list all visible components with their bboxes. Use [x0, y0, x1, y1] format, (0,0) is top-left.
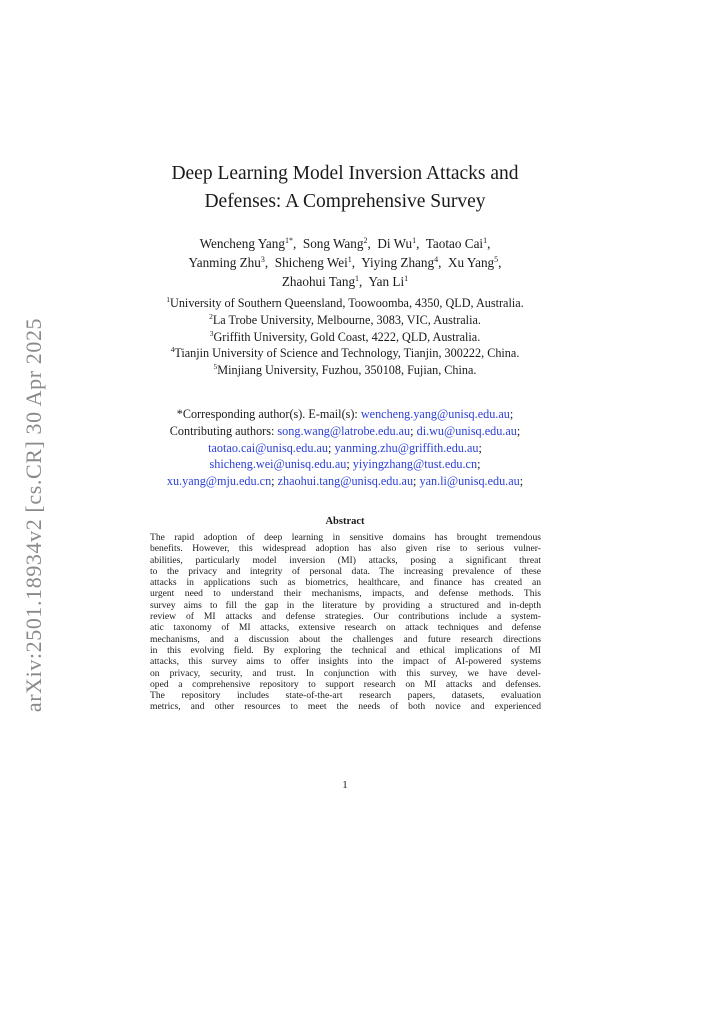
- abstract-line: urgent need to understand their mechanisms, impacts, and defense methods. This: [150, 588, 541, 600]
- arxiv-identifier-text: arXiv:2501.18934v2 [cs.CR] 30 Apr 2025: [21, 317, 46, 712]
- abstract-line: atic taxonomy of MI attacks, extensive research on attack techniques and defense: [150, 622, 541, 634]
- arxiv-identifier-watermark: [14, 318, 54, 711]
- corresponding-line: *Corresponding author(s). E-mail(s): wencheng.yang@unisq.edu.au;: [176, 407, 514, 421]
- abstract-line: in this evolving field. By exploring the technical and ethical implications of MI: [150, 644, 541, 656]
- author: Shicheng Wei$^1$: [274, 255, 352, 270]
- abstract-line: mechanisms, and a discussion about the challenges and future research directions: [150, 633, 541, 645]
- affiliation: $^1$University of Southern Queensland, Toowoomba, 4350, QLD, Australia.: [166, 295, 524, 310]
- correspondence-block: [90, 406, 600, 490]
- abstract-heading: Abstract: [325, 516, 365, 527]
- author: Yanming Zhu$^3$: [188, 255, 265, 270]
- corresponding-label: *Corresponding author(s). E-mail(s):: [176, 407, 358, 421]
- contributing-line: Contributing authors: song.wang@latrobe.edu.au; di.wu@unisq.edu.au;: [169, 423, 521, 438]
- email-link[interactable]: taotao.cai@unisq.edu.au: [208, 440, 328, 455]
- abstract-line: benefits. However, this widespread adoption has also given rise to serious vulner-: [150, 543, 541, 555]
- title-line: Defenses: A Comprehensive Survey: [204, 191, 486, 212]
- abstract-line: review of MI attacks and defense strategies. Our contributions include a system-: [150, 611, 541, 623]
- abstract-line: to the privacy and integrity of personal data. The increasing prevalence of these: [150, 565, 541, 577]
- abstract-line: abilities, particularly model inversion (MI) attacks, posing a significant threat: [150, 554, 541, 566]
- email-link[interactable]: song.wang@latrobe.edu.au: [277, 423, 411, 438]
- author: Taotao Cai$^1$: [425, 236, 488, 251]
- email-line: shicheng.wei@unisq.edu.au; yiyingzhang@tust.edu.cn;: [209, 457, 481, 472]
- author: Song Wang$^2$: [302, 236, 368, 251]
- email-link[interactable]: shicheng.wei@unisq.edu.au: [209, 457, 347, 472]
- abstract-line: metrics, and other resources to meet the needs of both novice and experienced: [150, 701, 541, 713]
- abstract-line: The rapid adoption of deep learning in sensitive domains has brought tremendous: [150, 532, 541, 543]
- author: Wencheng Yang$^{1*}$: [199, 236, 293, 251]
- abstract-line: attacks, this survey aims to offer insights into the impact of AI-powered systems: [150, 656, 541, 668]
- paper-title: [120, 160, 570, 216]
- author: Di Wu$^1$: [377, 236, 417, 251]
- abstract-line: on privacy, security, and trust. In conjunction with this survey, we have devel-: [150, 667, 541, 679]
- email-link[interactable]: wencheng.yang@unisq.edu.au: [360, 407, 510, 421]
- email-link[interactable]: yan.li@unisq.edu.au: [419, 474, 520, 489]
- abstract-body: [150, 532, 541, 713]
- author: Yiying Zhang$^4$: [361, 255, 439, 270]
- affiliation: $^2$La Trobe University, Melbourne, 3083, VIC, Australia.: [209, 311, 481, 327]
- author-line: Yanming Zhu$^3$, Shicheng Wei$^1$, Yiying Zhang$^4$, Xu Yang$^5$,: [188, 255, 502, 270]
- email-link[interactable]: yanming.zhu@griffith.edu.au: [334, 440, 479, 455]
- affiliation: $^5$Minjiang University, Fuzhou, 350108, Fujian, China.: [213, 362, 477, 378]
- author-line: Wencheng Yang$^{1*}$, Song Wang$^2$, Di Wu$^1$, Taotao Cai$^1$,: [199, 236, 491, 251]
- title-line: Deep Learning Model Inversion Attacks and: [171, 163, 519, 184]
- abstract-line: The repository includes state-of-the-art research papers, datasets, evaluation: [150, 690, 541, 702]
- page-number: 1: [342, 779, 348, 791]
- email-line: taotao.cai@unisq.edu.au; yanming.zhu@griffith.edu.au;: [208, 440, 482, 455]
- affiliation: $^4$Tianjin University of Science and Technology, Tianjin, 300222, China.: [170, 345, 520, 361]
- email-line: xu.yang@mju.edu.cn; zhaohui.tang@unisq.edu.au; yan.li@unisq.edu.au;: [166, 474, 524, 489]
- affiliation: $^3$Griffith University, Gold Coast, 4222, QLD, Australia.: [209, 328, 481, 344]
- author-list: [100, 234, 590, 291]
- abstract-line: survey aims to fill the gap in the literature by providing a structured and in-depth: [150, 599, 541, 611]
- author: Zhaohui Tang$^1$: [281, 274, 360, 289]
- email-link[interactable]: di.wu@unisq.edu.au: [416, 423, 517, 438]
- contributing-label: Contributing authors:: [169, 423, 275, 438]
- author-line: Zhaohui Tang$^1$, Yan Li$^1$: [281, 274, 409, 289]
- email-link[interactable]: xu.yang@mju.edu.cn: [166, 474, 272, 489]
- author: Xu Yang$^5$: [447, 255, 499, 270]
- abstract-line: oped a comprehensive repository to support research on MI attacks and defenses.: [150, 678, 541, 690]
- author: Yan Li$^1$: [368, 274, 409, 289]
- abstract-line: attacks in applications such as biometrics, healthcare, and finance has created an: [150, 577, 541, 589]
- affiliation-list: [90, 295, 600, 379]
- email-link[interactable]: yiyingzhang@tust.edu.cn: [352, 457, 478, 472]
- email-link[interactable]: zhaohui.tang@unisq.edu.au: [277, 474, 414, 489]
